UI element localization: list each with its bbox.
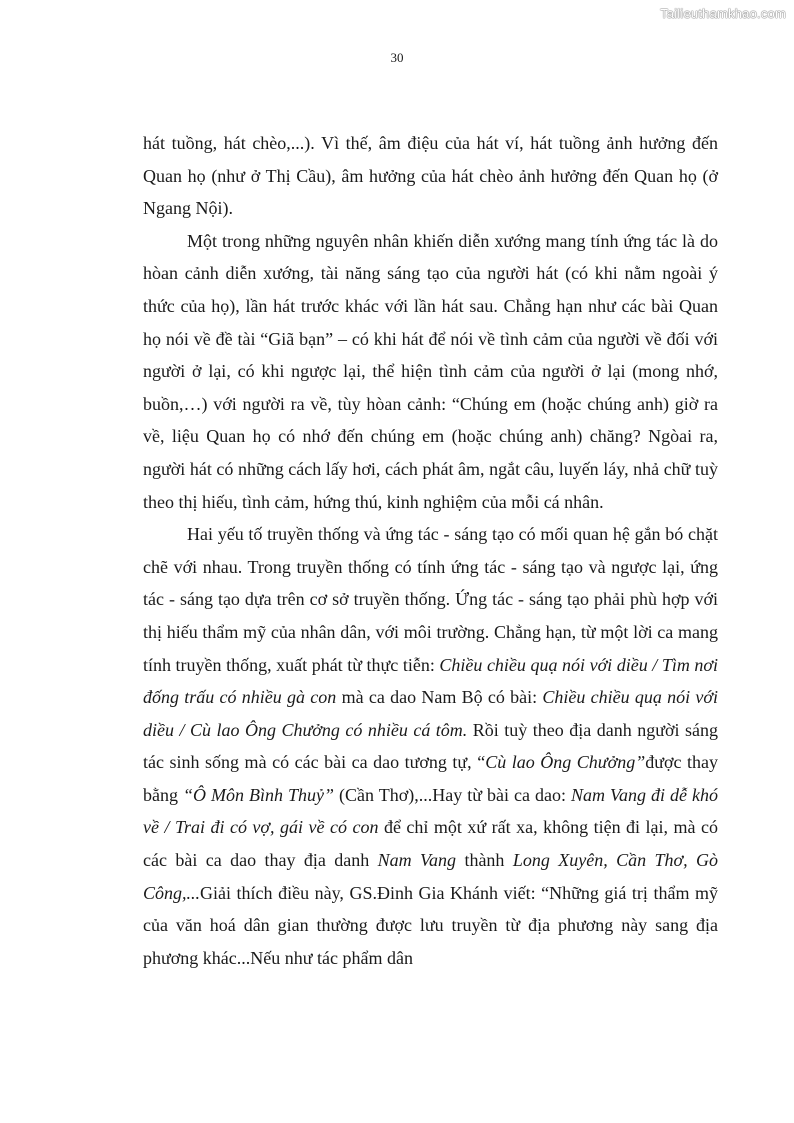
paragraph-3 [143, 518, 718, 974]
italic-place-names: Long Xuyên, Cần Thơ, Gò Công,... [143, 850, 718, 903]
italic-quote: Nam Vang đi dễ khó về / Trai đi có vợ, gái về có con [143, 784, 718, 838]
italic-place-name: Nam Vang [377, 850, 457, 871]
text-run: (Cần Thơ),...Hay từ bài ca dao: [334, 784, 571, 805]
text-run: Rồi tuỳ theo địa danh người sáng tác sinh sống mà có các bài ca dao tương tự, “ [143, 719, 718, 773]
document-body [143, 127, 718, 974]
paragraph-2: Một trong những nguyên nhân khiến diễn xướng mang tính ứng tác là do hòan cảnh diễn xướng, tài năng sáng tạo của người hát (có khi nằm ngoài ý thức của họ), lần hát trước khác với lần hát sau. Chẳng hạn như các bài Quan họ nói về đề tài “Giã bạn” – có khi hát để nói về tình cảm của người về đối với người ở lại, có khi ngược lại, thể hiện tình cảm của người ở lại (mong nhớ, buồn,…) với người ra về, tùy hòan cảnh: “Chúng em (hoặc chúng anh) giờ ra về, liệu Quan họ có nhớ đến chúng em (hoặc chúng anh) chăng? Ngòai ra, người hát có những cách lấy hơi, cách phát âm, ngắt câu, luyến láy, nhả chữ tuỳ theo thị hiếu, tình cảm, hứng thú, kinh nghiệm của mỗi cá nhân. [143, 230, 718, 512]
text-run: mà ca dao Nam Bộ có bài: [336, 687, 543, 708]
page-number: 30 [390, 50, 404, 65]
italic-quote: Chiều chiều quạ nói với diều / Tìm nơi đống trấu có nhiều gà con [143, 654, 718, 708]
watermark: Tailieuthamkhao.com [660, 6, 786, 21]
italic-quote: Chiều chiều quạ nói với diều / Cù lao Ông Chưởng có nhiều cá tôm. [143, 687, 719, 740]
italic-quote: Cù lao Ông Chưởng” [485, 752, 646, 773]
text-run: Hai yếu tố truyền thống và ứng tác - sáng tạo có mối quan hệ gắn bó chặt chẽ với nhau. Trong truyền thống có tính ứng tác - sáng tạo và ngược lại, ứng tác - sáng tạo dựa trên cơ sở truyền thống. Ứng tác - sáng tạo phải phù hợp với thị hiếu thẩm mỹ của nhân dân, với môi trường. Chẳng hạn, từ một lời ca mang tính truyền thống, xuất phát từ thực tiễn: [143, 524, 718, 675]
text-run: Giải thích điều này, GS.Đinh Gia Khánh viết: “Những giá trị thẩm mỹ của văn hoá dân gian thường được lưu truyền từ địa phương này sang địa phương khác...Nếu như tác phẩm dân [143, 882, 718, 968]
text-run: được thay bằng [143, 752, 718, 805]
italic-quote: “Ô Môn Bình Thuỷ” [183, 784, 335, 805]
text-run: thành [456, 850, 513, 871]
text-run: để chỉ một xứ rất xa, không tiện đi lại, mà có các bài ca dao thay địa danh [143, 817, 718, 871]
paragraph-1: hát tuồng, hát chèo,...). Vì thế, âm điệu của hát ví, hát tuồng ảnh hưởng đến Quan họ (như ở Thị Cầu), âm hưởng của hát chèo ảnh hưởng đến Quan họ (ở Ngang Nội). [143, 133, 718, 219]
